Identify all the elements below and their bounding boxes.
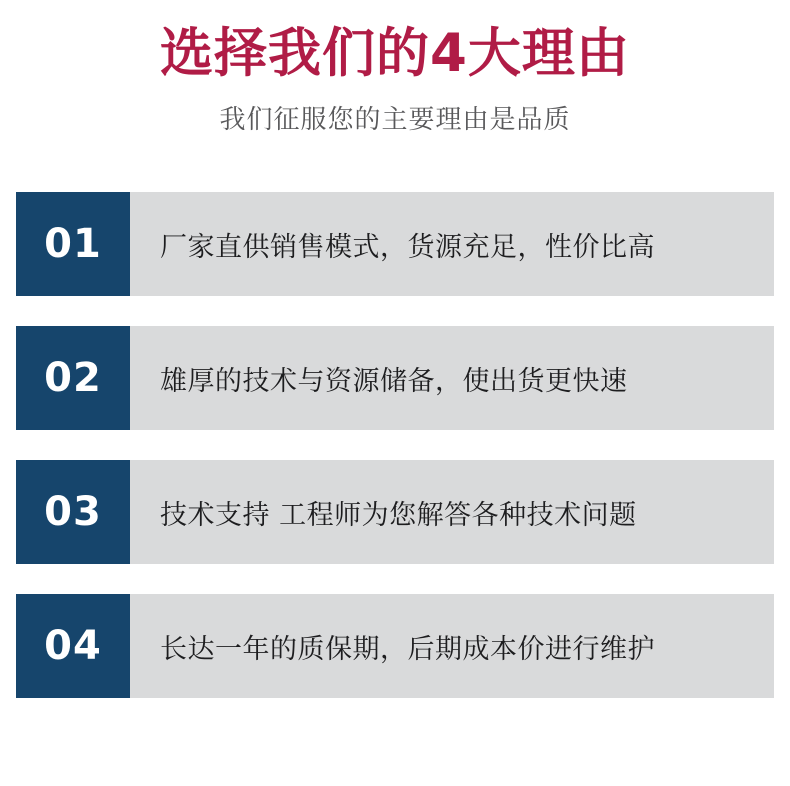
reason-number-badge: 01 (16, 192, 130, 296)
reason-number-badge: 03 (16, 460, 130, 564)
page-subtitle: 我们征服您的主要理由是品质 (219, 104, 571, 135)
reason-text: 厂家直供销售模式，货源充足，性价比高 (160, 231, 655, 263)
reason-number-badge: 04 (16, 594, 130, 698)
reason-number-badge: 02 (16, 326, 130, 430)
reason-text: 雄厚的技术与资源储备，使出货更快速 (160, 365, 628, 397)
reason-list (0, 192, 790, 698)
page-title: 选择我们的4大理由 (160, 23, 630, 84)
list-item (16, 326, 774, 430)
reason-text: 长达一年的质保期，后期成本价进行维护 (160, 633, 655, 665)
reason-text: 技术支持 工程师为您解答各种技术问题 (160, 499, 637, 531)
list-item (16, 460, 774, 564)
banner-header (0, 0, 790, 136)
list-item (16, 192, 774, 296)
list-item (16, 594, 774, 698)
